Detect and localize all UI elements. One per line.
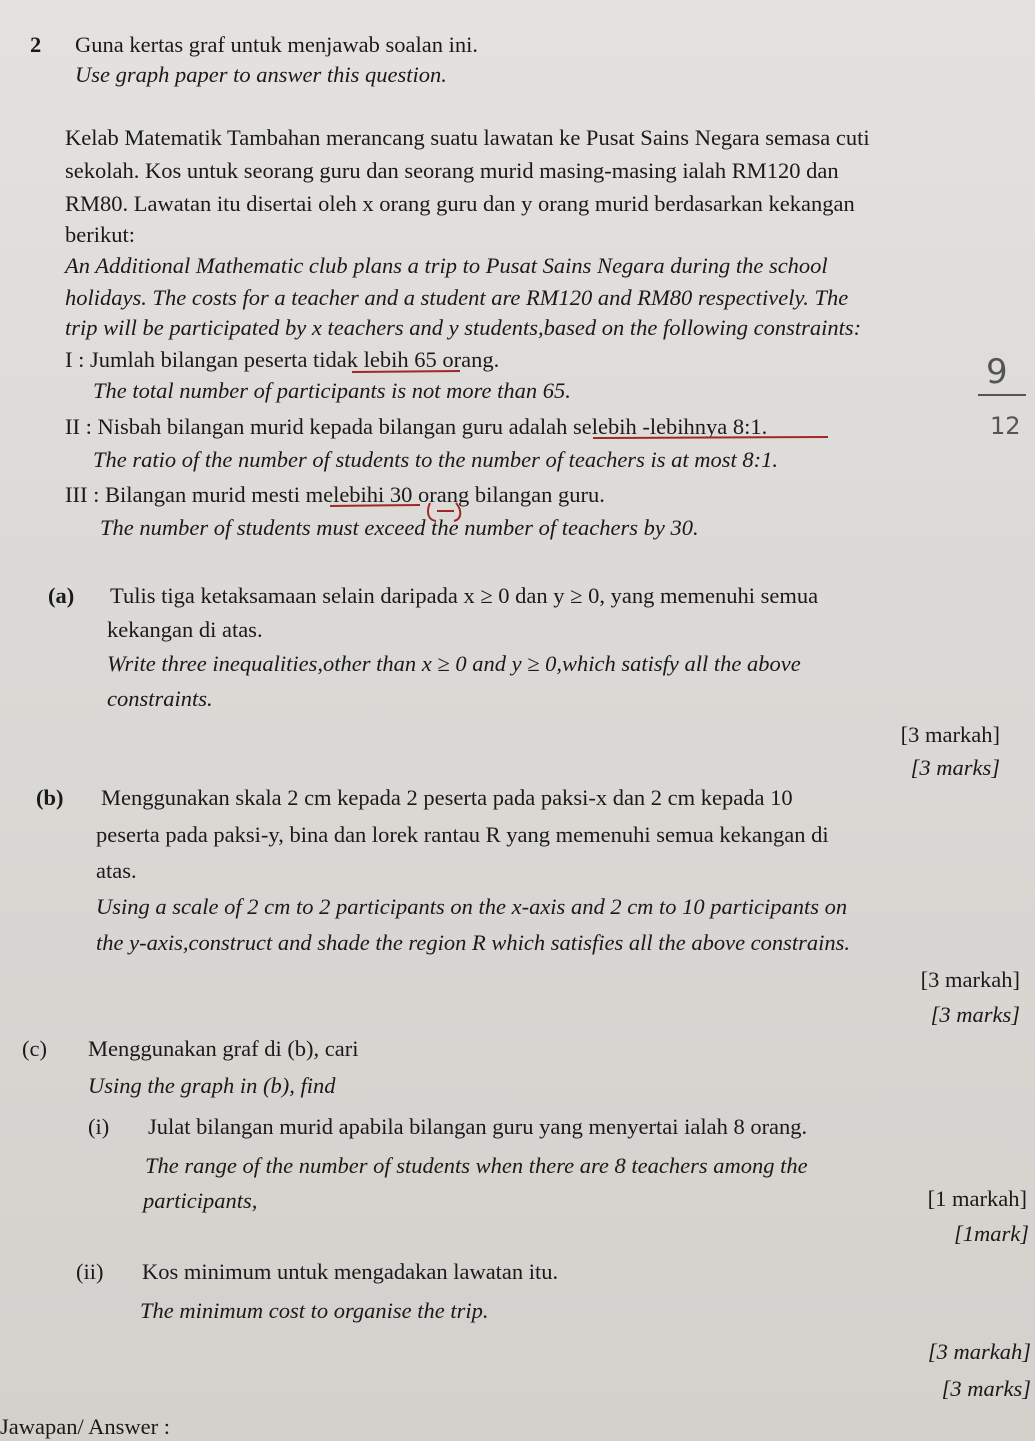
- part-b-ms-line: peserta pada paksi-y, bina dan lorek rantau R yang memenuhi semua kekangan di: [96, 822, 829, 847]
- answer-label: Jawapan/ Answer :: [0, 1414, 170, 1439]
- handwritten-fraction-bar: [978, 392, 1028, 398]
- context-ms-line: RM80. Lawatan itu disertai oleh x orang guru dan y orang murid berdasarkan kekangan: [65, 191, 855, 216]
- pen-annotations: [0, 0, 1035, 560]
- part-b-marks-en: [3 marks]: [930, 1002, 1020, 1027]
- part-a-label: (a): [48, 583, 75, 608]
- constraint-1-ms: I : Jumlah bilangan peserta tidak lebih 65 orang.: [65, 347, 500, 372]
- part-b-label: (b): [36, 785, 64, 810]
- handwritten-number: 9: [986, 352, 1008, 392]
- constraint-1-en: The total number of participants is not more than 65.: [93, 378, 571, 403]
- part-c-ii-marks-en: [3 marks]: [941, 1376, 1031, 1401]
- part-c-label: (c): [22, 1036, 47, 1061]
- part-b-en-line: the y-axis,construct and shade the region R which satisfies all the above constrains.: [96, 930, 851, 955]
- part-c-i-en-line: participants,: [143, 1188, 258, 1213]
- part-c-i-marks-ms: [1 markah]: [927, 1186, 1027, 1211]
- context-ms-line: berikut:: [65, 222, 135, 247]
- part-a-en-line: constraints.: [107, 686, 213, 711]
- context-ms-line: sekolah. Kos untuk seorang guru dan seorang murid masing-masing ialah RM120 dan: [65, 158, 839, 183]
- part-c-ii-label: (ii): [76, 1259, 104, 1284]
- part-b-ms-line: atas.: [96, 858, 137, 883]
- context-ms-line: Kelab Matematik Tambahan merancang suatu lawatan ke Pusat Sains Negara semasa cuti: [65, 125, 870, 150]
- part-a-en-line: Write three inequalities,other than x ≥ 0 and y ≥ 0,which satisfy all the above: [107, 651, 801, 676]
- question-number: 2: [30, 32, 42, 57]
- part-c-ms: Menggunakan graf di (b), cari: [88, 1036, 359, 1061]
- part-b-en-line: Using a scale of 2 cm to 2 participants on the x-axis and 2 cm to 10 participants on: [96, 894, 848, 919]
- intro-en: Use graph paper to answer this question.: [75, 62, 447, 87]
- context-en-line: holidays. The costs for a teacher and a student are RM120 and RM80 respectively. The: [65, 285, 849, 310]
- constraint-2-en: The ratio of the number of students to the number of teachers is at most 8:1.: [93, 447, 778, 472]
- part-c-i-ms: Julat bilangan murid apabila bilangan guru yang menyertai ialah 8 orang.: [148, 1114, 808, 1139]
- part-a-ms-line: Tulis tiga ketaksamaan selain daripada x ≥ 0 dan y ≥ 0, yang memenuhi semua: [110, 583, 819, 608]
- part-c-en: Using the graph in (b), find: [88, 1073, 336, 1098]
- part-a-ms-line: kekangan di atas.: [107, 617, 263, 642]
- intro-ms: Guna kertas graf untuk menjawab soalan ini.: [75, 32, 479, 57]
- part-c-ii-en: The minimum cost to organise the trip.: [140, 1298, 489, 1323]
- part-c-ii-ms: Kos minimum untuk mengadakan lawatan itu.: [142, 1259, 559, 1284]
- part-a-marks-ms: [3 markah]: [900, 722, 1000, 747]
- context-en-line: An Additional Mathematic club plans a trip to Pusat Sains Negara during the school: [65, 253, 828, 278]
- part-c-i-en-line: The range of the number of students when there are 8 teachers among the: [145, 1153, 808, 1178]
- part-b-ms-line: Menggunakan skala 2 cm kepada 2 peserta pada paksi-x dan 2 cm kepada 10: [101, 785, 793, 810]
- constraint-2-ms: II : Nisbah bilangan murid kepada bilangan guru adalah selebih -lebihnya 8:1.: [65, 414, 768, 439]
- part-a-marks-en: [3 marks]: [910, 755, 1000, 780]
- constraint-3-en: The number of students must exceed the number of teachers by 30.: [100, 515, 699, 540]
- handwritten-number: 12: [990, 412, 1021, 440]
- constraint-3-ms: III : Bilangan murid mesti melebihi 30 orang bilangan guru.: [65, 482, 605, 507]
- part-c-i-label: (i): [88, 1114, 110, 1139]
- context-en-line: trip will be participated by x teachers and y students,based on the following constraints:: [65, 315, 862, 340]
- part-c-ii-marks-ms: [3 markah]: [927, 1339, 1031, 1364]
- part-c-i-marks-en: [1mark]: [953, 1221, 1029, 1246]
- part-b-marks-ms: [3 markah]: [920, 967, 1020, 992]
